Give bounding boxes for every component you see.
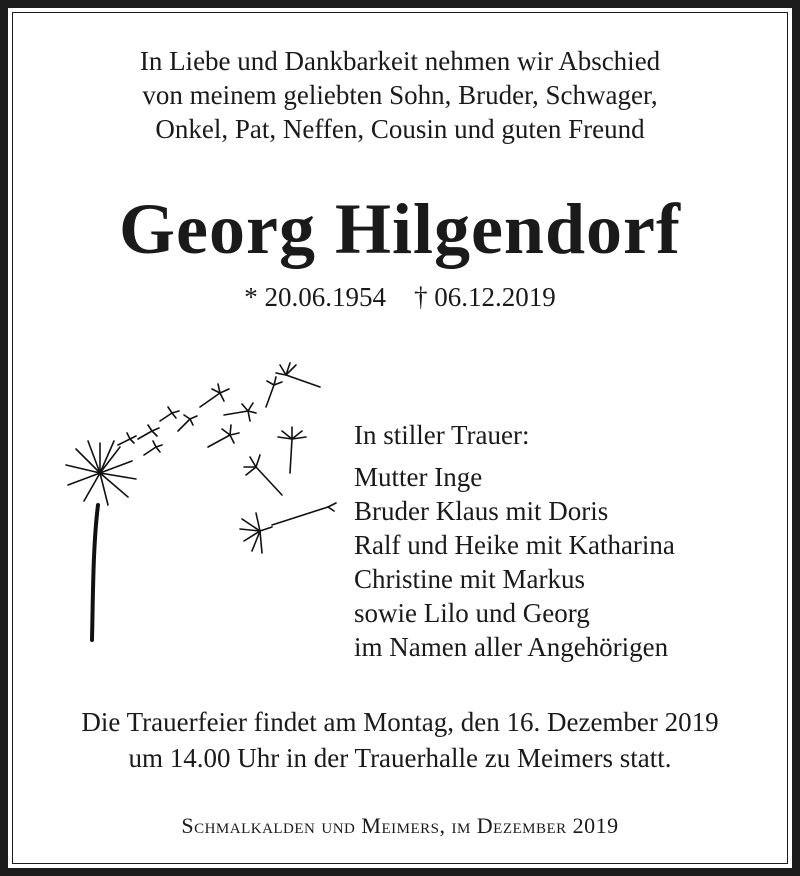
mourners-heading: In stiller Trauer: xyxy=(354,420,530,450)
mourner-entry: im Namen aller Angehörigen xyxy=(354,632,669,662)
intro-line: von meinem geliebten Sohn, Bruder, Schwager, xyxy=(142,80,658,110)
mourner-entry: Christine mit Markus xyxy=(354,564,585,594)
dandelion-illustration xyxy=(60,335,340,645)
closing-place-date: Schmalkalden und Meimers, im Dezember 2019 xyxy=(181,813,619,838)
mourner-entry: Bruder Klaus mit Doris xyxy=(354,496,609,526)
life-dates xyxy=(0,280,800,314)
intro-line: Onkel, Pat, Neffen, Cousin und guten Freund xyxy=(155,114,645,144)
intro-line: In Liebe und Dankbarkeit nehmen wir Abschied xyxy=(139,46,661,76)
death-date: † 06.12.2019 xyxy=(414,282,556,312)
service-line: um 14.00 Uhr in der Trauerhalle zu Meimers statt. xyxy=(128,743,672,773)
mourner-entry: Ralf und Heike mit Katharina xyxy=(354,530,675,560)
deceased-name: Georg Hilgendorf xyxy=(119,189,681,269)
mourner-entry: sowie Lilo und Georg xyxy=(354,598,590,628)
service-info xyxy=(0,704,800,776)
intro-text xyxy=(0,44,800,146)
service-line: Die Trauerfeier findet am Montag, den 16. Dezember 2019 xyxy=(81,707,719,737)
birth-date: * 20.06.1954 xyxy=(244,282,386,312)
mourner-entry: Mutter Inge xyxy=(354,462,483,492)
mourners-list xyxy=(354,418,675,664)
